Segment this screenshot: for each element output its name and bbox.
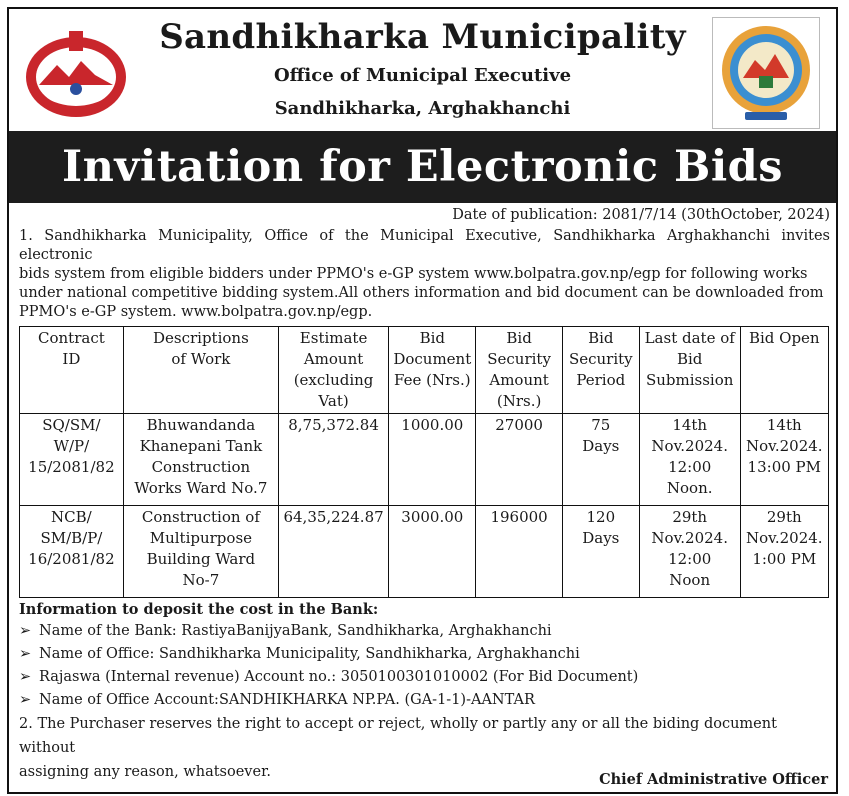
note-line: assigning any reason, whatsoever. xyxy=(19,764,272,780)
table-cell xyxy=(123,506,278,598)
list-item xyxy=(19,620,836,643)
bank-item-text: Name of Office: Sandhikharka Municipality, Sandhikharka, Arghakhanchi xyxy=(39,646,580,662)
table-cell xyxy=(20,414,124,506)
cell-line: Bid Open xyxy=(748,329,820,347)
cell-line: Khanepani Tank xyxy=(139,437,263,455)
cell-line: 16/2081/82 xyxy=(28,550,115,568)
intro-line: PPMO's e-GP system. www.bolpatra.gov.np/egp. xyxy=(19,304,373,320)
column-header xyxy=(389,327,476,414)
cell-line: 75 xyxy=(591,416,611,434)
cell-line: Bhuwandanda xyxy=(146,416,256,434)
table-cell xyxy=(639,414,740,506)
cell-line: Document xyxy=(393,350,472,368)
bank-info-list xyxy=(9,620,836,712)
table-cell xyxy=(389,506,476,598)
cell-line: Bid xyxy=(419,329,446,347)
cell-line: Security xyxy=(487,350,551,368)
cell-line: 15/2081/82 xyxy=(28,458,115,476)
cell-line: Nov.2024. xyxy=(746,437,823,455)
cell-line: 14th xyxy=(766,416,802,434)
cell-line: Building Ward xyxy=(146,550,256,568)
column-header xyxy=(278,327,388,414)
cell-line: Days xyxy=(582,437,620,455)
table-cell xyxy=(562,506,639,598)
table-cell xyxy=(639,506,740,598)
cell-line: Vat) xyxy=(318,392,349,410)
intro-line: under national competitive bidding system.All others information and bid document can be downloaded from xyxy=(19,285,824,301)
cell-line: 120 xyxy=(586,508,616,526)
column-header xyxy=(476,327,562,414)
office-name: Office of Municipal Executive xyxy=(273,65,572,86)
note-line: 2. The Purchaser reserves the right to accept or reject, wholly or partly any or all the biding document without xyxy=(19,716,777,756)
cell-line: 29th xyxy=(672,508,708,526)
cell-line: 196000 xyxy=(490,508,548,526)
cell-line: 64,35,224.87 xyxy=(283,508,384,526)
column-header xyxy=(740,327,828,414)
table-cell xyxy=(123,414,278,506)
arrow-bullet-icon: ➢ xyxy=(19,646,32,662)
cell-line: Noon. xyxy=(666,479,713,497)
cell-line: Nov.2024. xyxy=(651,529,728,547)
cell-line: Days xyxy=(582,529,620,547)
column-header xyxy=(123,327,278,414)
cell-line: Bid xyxy=(506,329,532,347)
cell-line: ID xyxy=(62,350,81,368)
cell-line: 3000.00 xyxy=(401,508,464,526)
column-header xyxy=(639,327,740,414)
table-header-row xyxy=(20,327,829,414)
table-cell xyxy=(740,414,828,506)
cell-line: Contract xyxy=(38,329,105,347)
cell-line: Fee (Nrs.) xyxy=(394,371,471,389)
cell-line: Nov.2024. xyxy=(746,529,823,547)
cell-line: Amount xyxy=(303,350,364,368)
cell-line: No-7 xyxy=(182,571,220,589)
cell-line: of Work xyxy=(171,350,231,368)
table-cell xyxy=(278,414,388,506)
cell-line: NCB/ xyxy=(51,508,92,526)
arrow-bullet-icon: ➢ xyxy=(19,692,32,708)
list-item xyxy=(19,689,836,712)
table-cell xyxy=(476,414,562,506)
column-header xyxy=(562,327,639,414)
intro-line: bids system from eligible bidders under PPMO's e-GP system www.bolpatra.gov.np/egp for following works xyxy=(19,266,808,282)
intro-paragraph xyxy=(9,227,836,322)
notice-header xyxy=(9,9,836,131)
publication-date: Date of publication: 2081/7/14 (30thOctober, 2024) xyxy=(452,207,830,223)
cell-line: Bid xyxy=(676,350,703,368)
cell-line: 14th xyxy=(672,416,708,434)
cell-line: Construction of xyxy=(141,508,260,526)
notice-banner: Invitation for Electronic Bids xyxy=(9,131,836,203)
cell-line: (excluding xyxy=(293,371,374,389)
cell-line: SQ/SM/ xyxy=(42,416,101,434)
office-location: Sandhikharka, Arghakhanchi xyxy=(274,98,571,119)
table-cell xyxy=(476,506,562,598)
cell-line: 8,75,372.84 xyxy=(288,416,379,434)
cell-line: (Nrs.) xyxy=(496,392,542,410)
intro-line: 1. Sandhikharka Municipality, Office of the Municipal Executive, Sandhikharka Arghakhanchi invites electronic xyxy=(19,228,830,263)
bank-item-text: Name of Office Account:SANDHIKHARKA NP.PA. (GA-1-1)-AANTAR xyxy=(39,692,535,708)
table-cell xyxy=(740,506,828,598)
arrow-bullet-icon: ➢ xyxy=(19,623,32,639)
list-item xyxy=(19,643,836,666)
column-header xyxy=(20,327,124,414)
table-cell xyxy=(278,506,388,598)
cell-line: Submission xyxy=(645,371,734,389)
cell-line: 13:00 PM xyxy=(747,458,821,476)
cell-line: Nov.2024. xyxy=(651,437,728,455)
page-title: Sandhikharka Municipality xyxy=(159,17,686,57)
cell-line: Estimate xyxy=(299,329,368,347)
cell-line: Period xyxy=(576,371,626,389)
table-cell xyxy=(389,414,476,506)
bank-item-text: Rajaswa (Internal revenue) Account no.: 3050100301010002 (For Bid Document) xyxy=(39,669,639,685)
bank-info-heading: Information to deposit the cost in the Bank: xyxy=(19,601,379,618)
cell-line: 12:00 xyxy=(668,550,712,568)
bank-item-text: Name of the Bank: RastiyaBanijyaBank, Sandhikharka, Arghakhanchi xyxy=(39,623,552,639)
arrow-bullet-icon: ➢ xyxy=(19,669,32,685)
cell-line: Noon xyxy=(669,571,711,589)
cell-line: Multipurpose xyxy=(149,529,253,547)
notice-page xyxy=(7,7,838,794)
cell-line: Construction xyxy=(151,458,251,476)
table-cell xyxy=(562,414,639,506)
signature: Chief Administrative Officer xyxy=(599,771,828,788)
cell-line: 29th xyxy=(766,508,802,526)
cell-line: Descriptions xyxy=(152,329,249,347)
municipality-seal-icon xyxy=(712,17,820,129)
bids-table xyxy=(19,326,829,598)
cell-line: Amount xyxy=(489,371,549,389)
cell-line: 12:00 xyxy=(668,458,712,476)
table-cell xyxy=(20,506,124,598)
cell-line: Last date of xyxy=(644,329,735,347)
cell-line: Bid xyxy=(588,329,614,347)
table-row xyxy=(20,414,829,506)
cell-line: 27000 xyxy=(495,416,543,434)
cell-line: 1:00 PM xyxy=(752,550,817,568)
cell-line: Security xyxy=(568,350,633,368)
table-row xyxy=(20,506,829,598)
list-item xyxy=(19,666,836,689)
cell-line: Works Ward No.7 xyxy=(134,479,268,497)
cell-line: SM/B/P/ xyxy=(40,529,103,547)
cell-line: W/P/ xyxy=(53,437,90,455)
cell-line: 1000.00 xyxy=(401,416,464,434)
